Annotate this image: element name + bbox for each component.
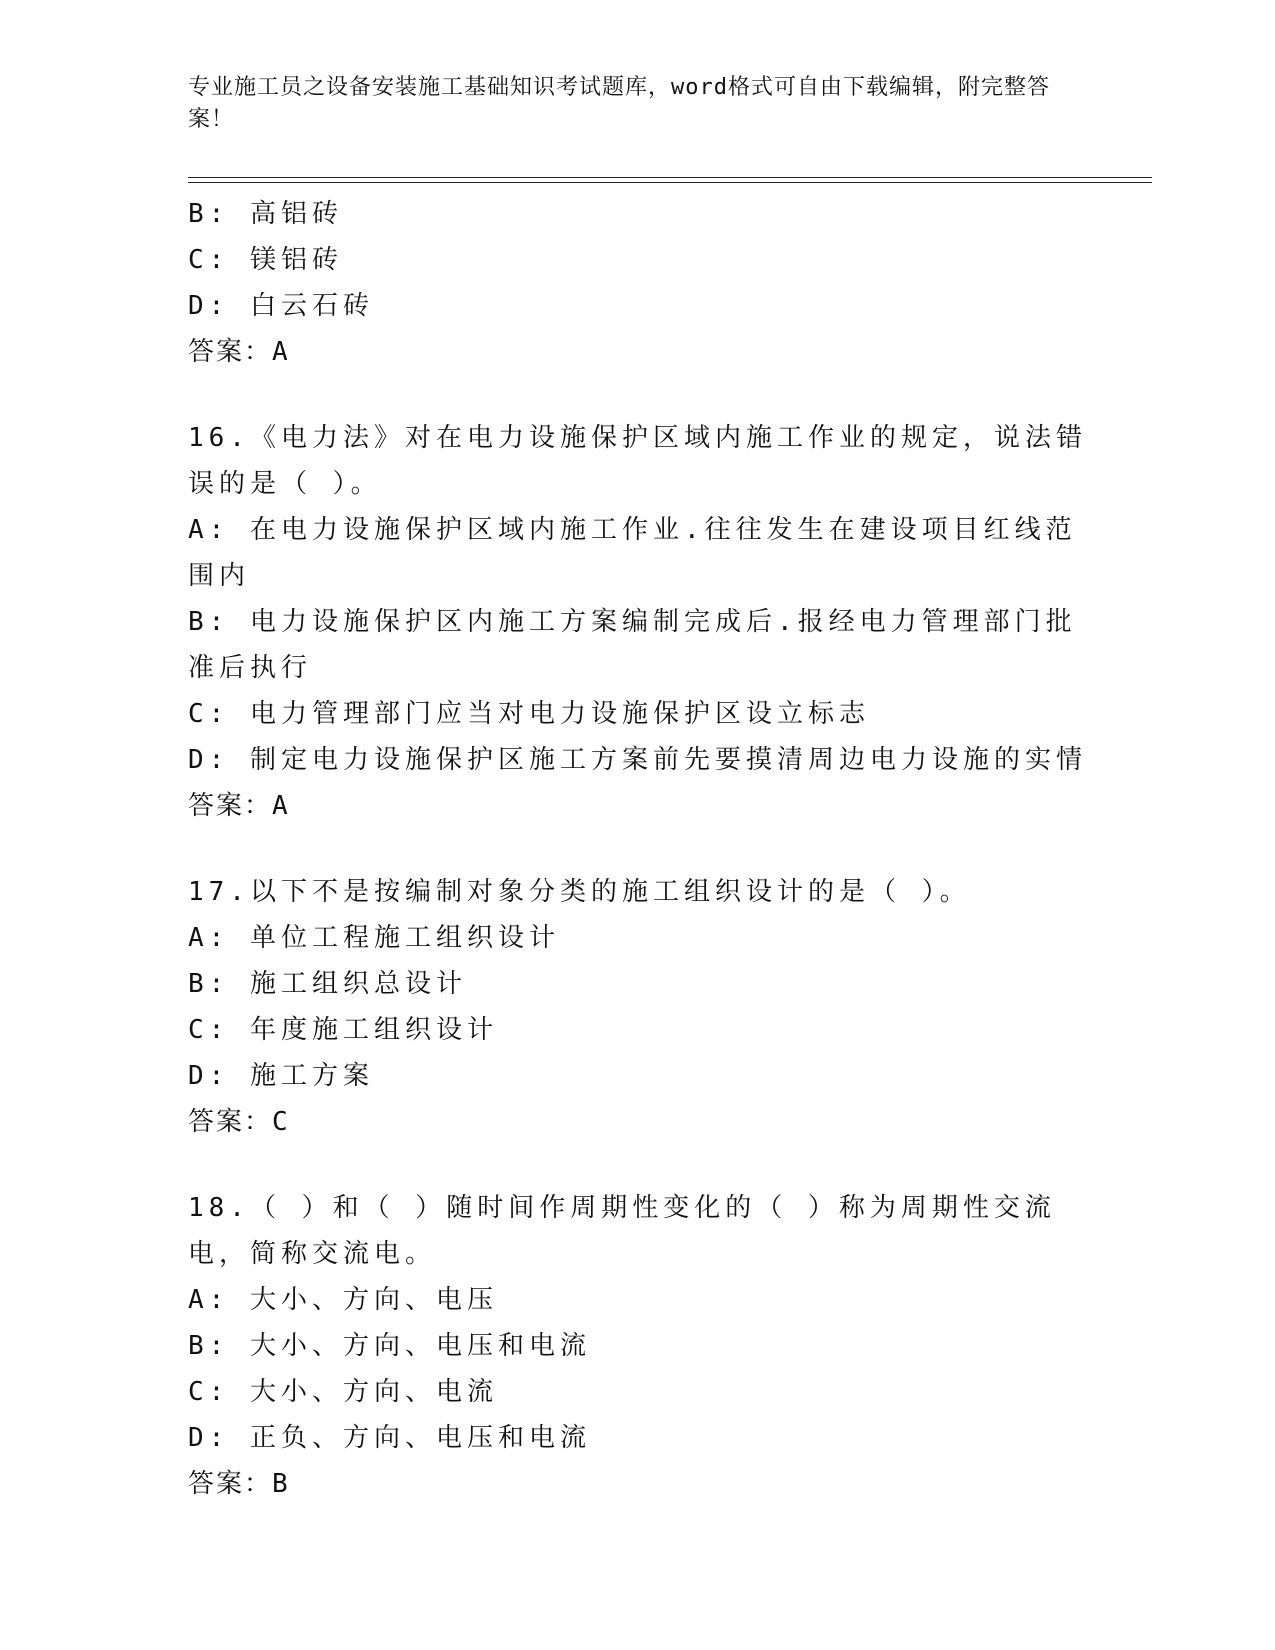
question-block-16: [188, 415, 1088, 829]
question-block-15: [188, 191, 1088, 375]
option-b: B: 电力设施保护区内施工方案编制完成后.报经电力管理部门批准后执行: [188, 607, 1077, 683]
option-c: C: 大小、方向、电流: [188, 1377, 498, 1407]
question-text: 18.（ ）和（ ）随时间作周期性变化的（ ）称为周期性交流电，简称交流电。: [188, 1193, 1056, 1269]
header-rule-top: [188, 177, 1152, 178]
answer-value: B: [272, 1469, 289, 1499]
answer-line: [188, 1461, 1088, 1507]
option-a: A: 大小、方向、电压: [188, 1285, 498, 1315]
question-list: [188, 191, 1088, 1507]
answer-value: A: [272, 337, 289, 367]
option-c: C: 年度施工组织设计: [188, 1015, 498, 1045]
option-d: D: 制定电力设施保护区施工方案前先要摸清周边电力设施的实情: [188, 745, 1087, 775]
answer-value: C: [272, 1107, 289, 1137]
answer-value: A: [272, 791, 289, 821]
option-a: A: 在电力设施保护区域内施工作业.往往发生在建设项目红线范围内: [188, 515, 1077, 591]
option-a: A: 单位工程施工组织设计: [188, 923, 560, 953]
option-b: B: 施工组织总设计: [188, 969, 467, 999]
option-b: B: 大小、方向、电压和电流: [188, 1331, 591, 1361]
question-block-17: [188, 869, 1088, 1145]
answer-label: 答案：: [188, 791, 273, 821]
option-d: D: 正负、方向、电压和电流: [188, 1423, 591, 1453]
option-d: D: 施工方案: [188, 1061, 374, 1091]
question-text: 16.《电力法》对在电力设施保护区域内施工作业的规定，说法错误的是（ ）。: [188, 423, 1087, 499]
option-d: D: 白云石砖: [188, 291, 374, 321]
option-c: C: 电力管理部门应当对电力设施保护区设立标志: [188, 699, 870, 729]
answer-line: [188, 1099, 1088, 1145]
question-block-18: [188, 1185, 1088, 1507]
question-text: 17.以下不是按编制对象分类的施工组织设计的是（ ）。: [188, 877, 971, 907]
header-rule-bottom: [188, 182, 1152, 183]
page-header: 专业施工员之设备安装施工基础知识考试题库，word格式可自由下载编辑，附完整答案！: [188, 75, 1050, 132]
answer-label: 答案：: [188, 337, 273, 367]
option-c: C: 镁铝砖: [188, 245, 343, 275]
answer-label: 答案：: [188, 1469, 273, 1499]
answer-label: 答案：: [188, 1107, 273, 1137]
option-b: B: 高铝砖: [188, 199, 343, 229]
answer-line: [188, 329, 1088, 375]
answer-line: [188, 783, 1088, 829]
